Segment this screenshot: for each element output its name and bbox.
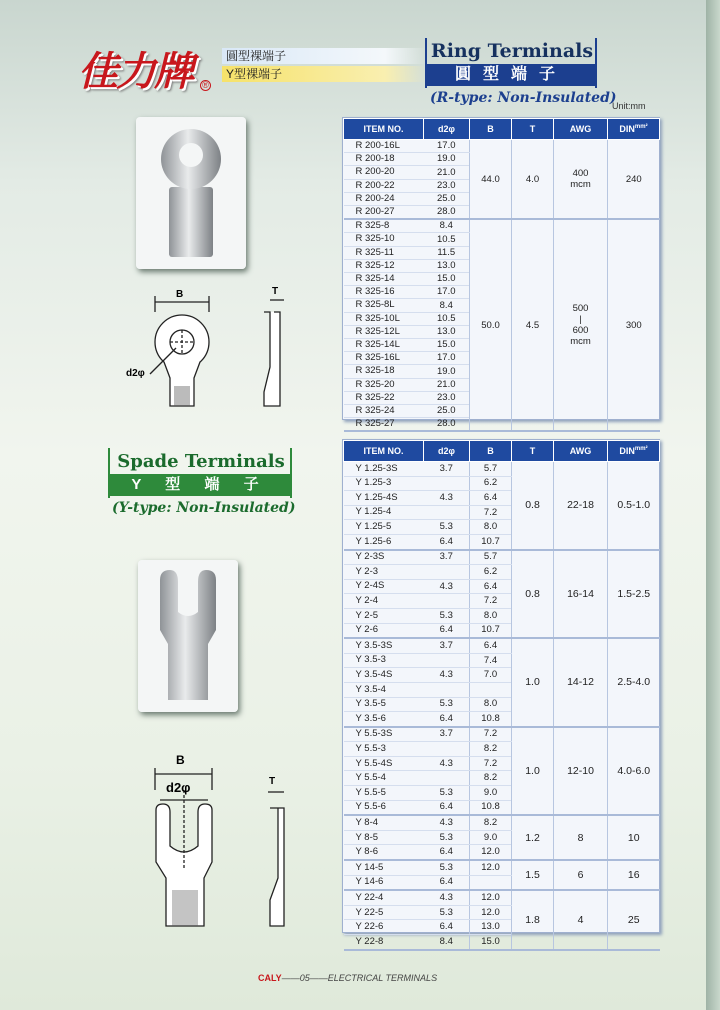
item-no: Y 3.5-5 (344, 697, 424, 712)
awg-value: 6 (554, 860, 608, 890)
d2-value: 5.3 (424, 520, 470, 535)
footer-text: ELECTRICAL TERMINALS (327, 973, 438, 983)
table-row (344, 219, 660, 233)
item-no: Y 8-4 (344, 815, 424, 830)
din-value: 2.5-4.0 (608, 638, 660, 727)
spade-dim-d2: d2φ (166, 780, 191, 795)
item-no: R 325-22 (344, 391, 424, 404)
col-awg: AWG (554, 441, 608, 462)
b-value: 10.7 (470, 623, 512, 638)
item-no: Y 3.5-6 (344, 712, 424, 727)
d2-value: 4.3 (424, 579, 470, 594)
d2-value: 15.0 (424, 339, 470, 352)
b-value: 7.4 (470, 653, 512, 668)
item-no: R 325-10 (344, 233, 424, 246)
item-no: Y 5.5-3 (344, 742, 424, 757)
ring-subtitle: (R-type: Non-Insulated) (430, 90, 617, 106)
b-value: 7.2 (470, 756, 512, 771)
d2-value (424, 653, 470, 668)
table-row (344, 462, 660, 477)
spade-title-cn: Y 型 端 子 (108, 474, 292, 496)
d2-value (424, 742, 470, 757)
item-no: Y 5.5-3S (344, 727, 424, 742)
item-no: Y 2-3S (344, 550, 424, 565)
d2-value: 13.0 (424, 325, 470, 338)
din-value: 300 (608, 219, 660, 431)
brand-logo: 佳力牌 (78, 48, 192, 95)
d2-value: 5.3 (424, 786, 470, 801)
din-value: 240 (608, 140, 660, 220)
item-no: Y 22-5 (344, 905, 424, 920)
d2-value: 17.0 (424, 352, 470, 365)
spade-terminal-photo (138, 560, 238, 712)
d2-value: 4.3 (424, 756, 470, 771)
b-value: 12.0 (470, 860, 512, 875)
d2-value: 3.7 (424, 550, 470, 565)
d2-value: 28.0 (424, 418, 470, 432)
item-no: Y 14-6 (344, 875, 424, 890)
d2-value: 21.0 (424, 378, 470, 391)
awg-line: | (579, 314, 582, 326)
b-value: 6.4 (470, 491, 512, 506)
item-no: R 325-12 (344, 259, 424, 272)
b-value: 10.8 (470, 800, 512, 815)
b-value: 7.2 (470, 594, 512, 609)
col-d2: d2φ (424, 119, 470, 140)
footer-brand: CALY (258, 973, 282, 983)
awg-value (554, 219, 608, 431)
b-value: 6.2 (470, 565, 512, 580)
d2-value: 10.5 (424, 312, 470, 325)
awg-line: 600 (572, 325, 589, 337)
table-row (344, 140, 660, 153)
item-no: R 325-11 (344, 246, 424, 259)
din-value: 10 (608, 815, 660, 860)
b-value: 8.2 (470, 815, 512, 830)
d2-value: 4.3 (424, 491, 470, 506)
table-row (344, 860, 660, 875)
item-no: R 200-20 (344, 166, 424, 179)
b-value: 10.7 (470, 534, 512, 549)
page-footer: CALY——05——ELECTRICAL TERMINALS (258, 973, 438, 983)
item-no: Y 8-5 (344, 830, 424, 845)
spade-dim-t: T (269, 776, 276, 787)
b-value: 12.0 (470, 905, 512, 920)
b-value: 12.0 (470, 845, 512, 860)
item-no: R 325-16 (344, 286, 424, 299)
spade-dim-b: B (176, 753, 185, 767)
item-no: R 325-14 (344, 273, 424, 286)
item-no: R 200-27 (344, 206, 424, 220)
item-no: Y 3.5-4 (344, 682, 424, 697)
d2-value: 17.0 (424, 286, 470, 299)
item-no: R 200-16L (344, 140, 424, 153)
d2-value: 6.4 (424, 845, 470, 860)
d2-value: 6.4 (424, 623, 470, 638)
t-value: 4.0 (512, 140, 554, 220)
item-no: Y 5.5-6 (344, 800, 424, 815)
t-value: 1.8 (512, 890, 554, 949)
ring-spec-table (342, 117, 660, 430)
item-no: Y 8-6 (344, 845, 424, 860)
awg-value (554, 140, 608, 220)
ring-dim-b: B (176, 289, 184, 300)
d2-value: 17.0 (424, 140, 470, 153)
table-row (344, 727, 660, 742)
d2-value: 6.4 (424, 875, 470, 890)
spade-spec-table (342, 439, 660, 947)
item-no: R 200-18 (344, 153, 424, 166)
awg-value: 22-18 (554, 462, 608, 550)
col-awg: AWG (554, 119, 608, 140)
b-value (470, 875, 512, 890)
item-no: R 200-24 (344, 192, 424, 205)
col-item: ITEM NO. (344, 119, 424, 140)
item-no: R 325-16L (344, 352, 424, 365)
table-row (344, 638, 660, 653)
d2-value: 15.0 (424, 273, 470, 286)
item-no: R 325-8 (344, 219, 424, 233)
b-value (470, 682, 512, 697)
awg-value: 8 (554, 815, 608, 860)
item-no: R 325-20 (344, 378, 424, 391)
d2-value (424, 682, 470, 697)
item-no: Y 3.5-3S (344, 638, 424, 653)
d2-value: 19.0 (424, 153, 470, 166)
din-value: 16 (608, 860, 660, 890)
item-no: R 325-10L (344, 312, 424, 325)
awg-line: mcm (570, 336, 591, 348)
side-strip (706, 0, 720, 1010)
d2-value (424, 476, 470, 491)
d2-value: 23.0 (424, 179, 470, 192)
b-value: 7.2 (470, 505, 512, 520)
d2-value: 25.0 (424, 192, 470, 205)
b-value: 50.0 (470, 219, 512, 431)
ring-dimension-diagram (120, 282, 310, 412)
item-no: R 325-18 (344, 365, 424, 378)
d2-value: 28.0 (424, 206, 470, 220)
col-b: B (470, 441, 512, 462)
spade-dimension-diagram (130, 750, 300, 940)
item-no: Y 2-6 (344, 623, 424, 638)
d2-value: 3.7 (424, 638, 470, 653)
col-d2: d2φ (424, 441, 470, 462)
item-no: Y 22-6 (344, 920, 424, 935)
b-value: 10.8 (470, 712, 512, 727)
din-value: 0.5-1.0 (608, 462, 660, 550)
item-no: Y 3.5-4S (344, 668, 424, 683)
d2-value: 21.0 (424, 166, 470, 179)
d2-value: 5.3 (424, 905, 470, 920)
awg-value: 4 (554, 890, 608, 949)
b-value: 5.7 (470, 462, 512, 477)
col-din: $DIN^{mm^2}$ (608, 441, 660, 462)
d2-value: 5.3 (424, 608, 470, 623)
d2-value: 19.0 (424, 365, 470, 378)
d2-value: 3.7 (424, 727, 470, 742)
din-value: 25 (608, 890, 660, 949)
b-value: 9.0 (470, 786, 512, 801)
d2-value: 10.5 (424, 233, 470, 246)
b-value: 8.0 (470, 520, 512, 535)
d2-value: 8.4 (424, 299, 470, 312)
registered-mark: ® (200, 80, 211, 91)
d2-value: 23.0 (424, 391, 470, 404)
item-no: Y 22-8 (344, 935, 424, 950)
page-number: 05 (299, 973, 310, 983)
col-b: B (470, 119, 512, 140)
d2-value: 8.4 (424, 935, 470, 950)
b-value: 7.2 (470, 727, 512, 742)
item-no: Y 5.5-4 (344, 771, 424, 786)
brand-subtitle-spade: Y型裸端子 (222, 66, 426, 82)
ring-title-cn: 圓型端子 (425, 64, 597, 86)
b-value: 7.0 (470, 668, 512, 683)
b-value: 12.0 (470, 890, 512, 905)
item-no: Y 1.25-6 (344, 534, 424, 549)
b-value: 9.0 (470, 830, 512, 845)
d2-value: 4.3 (424, 668, 470, 683)
spade-subtitle: (Y-type: Non-Insulated) (112, 500, 296, 516)
b-value: 8.2 (470, 742, 512, 757)
item-no: Y 2-3 (344, 565, 424, 580)
ring-dim-t: T (272, 286, 279, 297)
brand-subtitle-ring: 圓型裸端子 (222, 48, 426, 64)
d2-value: 13.0 (424, 259, 470, 272)
t-value: 1.5 (512, 860, 554, 890)
ring-terminal-photo (136, 117, 246, 269)
b-value: 6.4 (470, 579, 512, 594)
item-no: Y 1.25-3S (344, 462, 424, 477)
item-no: Y 14-5 (344, 860, 424, 875)
d2-value: 4.3 (424, 815, 470, 830)
col-item: ITEM NO. (344, 441, 424, 462)
item-no: Y 2-4S (344, 579, 424, 594)
item-no: R 200-22 (344, 179, 424, 192)
din-value: 4.0-6.0 (608, 727, 660, 816)
item-no: Y 1.25-4S (344, 491, 424, 506)
d2-value: 6.4 (424, 534, 470, 549)
b-value: 15.0 (470, 935, 512, 950)
awg-line: mcm (570, 179, 591, 191)
d2-value (424, 505, 470, 520)
d2-value: 6.4 (424, 712, 470, 727)
item-no: R 325-14L (344, 339, 424, 352)
item-no: Y 1.25-4 (344, 505, 424, 520)
t-value: 4.5 (512, 219, 554, 431)
b-value: 8.0 (470, 697, 512, 712)
awg-line: 400 (572, 168, 589, 180)
spade-title: Spade Terminals (117, 451, 285, 472)
unit-label: Unit:mm (612, 101, 646, 111)
col-t: T (512, 119, 554, 140)
item-no: R 325-8L (344, 299, 424, 312)
item-no: Y 22-4 (344, 890, 424, 905)
t-value: 0.8 (512, 550, 554, 639)
t-value: 1.2 (512, 815, 554, 860)
d2-value: 6.4 (424, 920, 470, 935)
d2-value: 4.3 (424, 890, 470, 905)
awg-value: 16-14 (554, 550, 608, 639)
b-value: 6.2 (470, 476, 512, 491)
table-row (344, 890, 660, 905)
item-no: R 325-12L (344, 325, 424, 338)
col-din: $DIN^{mm^2}$ (608, 119, 660, 140)
d2-value: 8.4 (424, 219, 470, 233)
col-t: T (512, 441, 554, 462)
item-no: R 325-24 (344, 405, 424, 418)
t-value: 0.8 (512, 462, 554, 550)
d2-value: 25.0 (424, 405, 470, 418)
d2-value (424, 565, 470, 580)
item-no: Y 5.5-5 (344, 786, 424, 801)
item-no: Y 5.5-4S (344, 756, 424, 771)
d2-value: 3.7 (424, 462, 470, 477)
d2-value: 6.4 (424, 800, 470, 815)
t-value: 1.0 (512, 638, 554, 727)
b-value: 6.4 (470, 638, 512, 653)
d2-value: 5.3 (424, 697, 470, 712)
d2-value (424, 771, 470, 786)
ring-title: Ring Terminals (430, 40, 594, 62)
item-no: R 325-27 (344, 418, 424, 432)
item-no: Y 3.5-3 (344, 653, 424, 668)
item-no: Y 1.25-3 (344, 476, 424, 491)
table-row (344, 550, 660, 565)
awg-value: 14-12 (554, 638, 608, 727)
b-value: 13.0 (470, 920, 512, 935)
b-value: 44.0 (470, 140, 512, 220)
b-value: 8.0 (470, 608, 512, 623)
t-value: 1.0 (512, 727, 554, 816)
item-no: Y 1.25-5 (344, 520, 424, 535)
awg-line: 500 (572, 303, 589, 315)
item-no: Y 2-4 (344, 594, 424, 609)
d2-value: 5.3 (424, 830, 470, 845)
d2-value: 11.5 (424, 246, 470, 259)
d2-value: 5.3 (424, 860, 470, 875)
b-value: 8.2 (470, 771, 512, 786)
b-value: 5.7 (470, 550, 512, 565)
table-row (344, 815, 660, 830)
d2-value (424, 594, 470, 609)
awg-value: 12-10 (554, 727, 608, 816)
ring-dim-d2: d2φ (126, 368, 145, 379)
din-value: 1.5-2.5 (608, 550, 660, 639)
item-no: Y 2-5 (344, 608, 424, 623)
